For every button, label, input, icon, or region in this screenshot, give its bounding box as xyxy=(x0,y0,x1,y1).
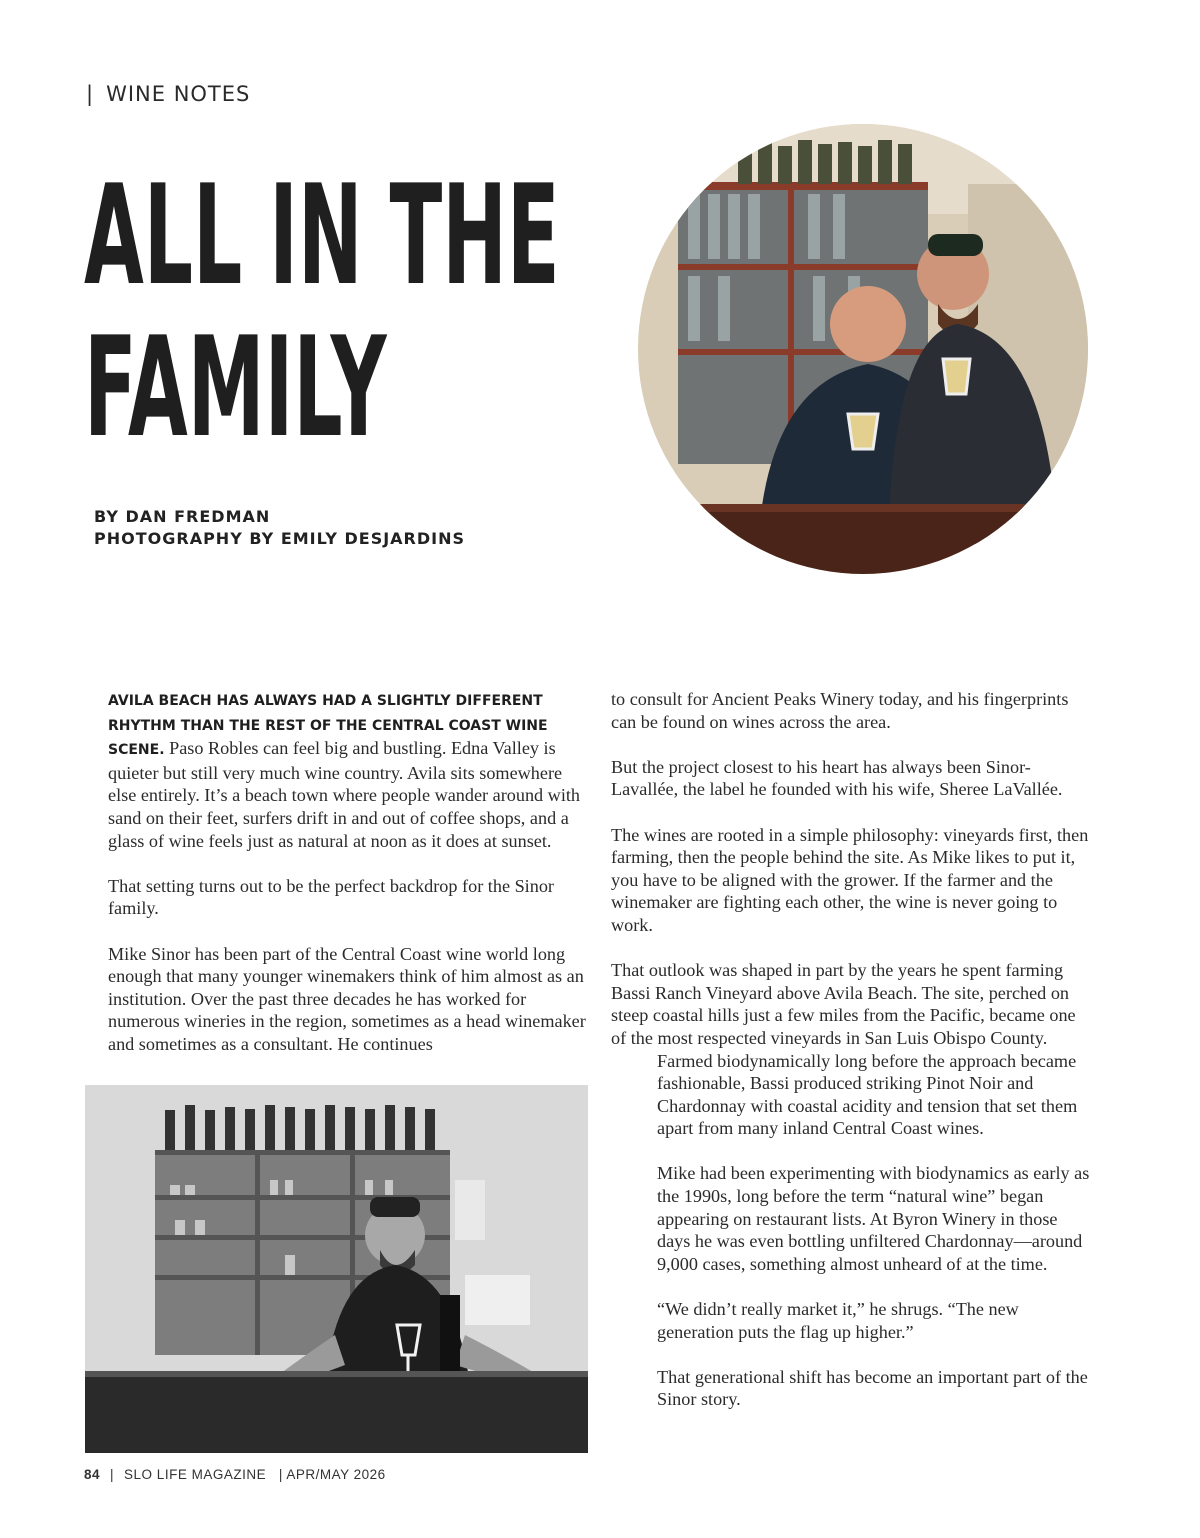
winemaker-at-bar-photo xyxy=(85,1085,588,1453)
byline xyxy=(94,506,465,550)
article-column-right xyxy=(611,688,1091,1434)
section-divider: | xyxy=(86,82,95,106)
two-winemakers-photo xyxy=(638,124,1088,574)
article-column-left xyxy=(108,688,586,1078)
paragraph: That outlook was shaped in part by the years he spent farming Bassi Ranch Vineyard above Avila Beach. The site, perched on steep coastal hills just a few miles from the Pacific, became one of the most respected vineyards in San Luis Obispo County. xyxy=(611,960,1076,1048)
headline-line-2: FAMILY xyxy=(84,307,387,468)
lede-text: AVILA BEACH HAS ALWAYS HAD A SLIGHTLY DIFFERENT RHYTHM THAN THE REST OF THE CENTRAL COAST WINE SCENE. xyxy=(108,693,548,759)
headline-line-1: ALL IN THE xyxy=(84,155,560,316)
author-credit: BY DAN FREDMAN xyxy=(94,507,271,526)
footer-divider: | xyxy=(110,1467,115,1482)
photo-credit: PHOTOGRAPHY BY EMILY DESJARDINS xyxy=(94,529,466,548)
paragraph: That generational shift has become an important part of the Sinor story. xyxy=(657,1366,1088,1410)
issue-date: | APR/MAY 2026 xyxy=(278,1467,386,1482)
paragraph-text: Paso Robles can feel big and bustling. Edna Valley is quieter but still very much wine country. Avila sits somewhere else entirely. It’s a beach town where people wander around with sand on their feet, surfers drift in and out of coffee shops, and a glass of wine feels just as natural at noon as it does at sunset. xyxy=(108,738,581,851)
bar-counter-illustration xyxy=(85,1085,588,1453)
paragraph: Mike had been experimenting with biodynamics as early as the 1990s, long before the term “natural wine” began appearing on restaurant lists. At Byron Winery in those days he was even bottling unfiltered Chardonnay—around 9,000 cases, something almost unheard of at the time. xyxy=(657,1163,1090,1274)
paragraph: Mike Sinor has been part of the Central Coast wine world long enough that many younger winemakers think of him almost as an institution. Over the past three decades he has worked for numerous wineries in the region, sometimes as a head winemaker and sometimes as a consultant. He continues xyxy=(108,943,586,1054)
paragraph: But the project closest to his heart has always been Sinor-Lavallée, the label he founded with his wife, Sheree LaVallée. xyxy=(611,756,1063,800)
section-name: WINE NOTES xyxy=(106,82,251,106)
paragraph: The wines are rooted in a simple philosophy: vineyards first, then farming, then the people behind the site. As Mike likes to put it, you have to be aligned with the grower. If the farmer and the winemaker are fighting each other, the wine is never going to work. xyxy=(611,824,1089,935)
magazine-name: SLO LIFE MAGAZINE xyxy=(124,1467,267,1482)
paragraph: That setting turns out to be the perfect backdrop for the Sinor family. xyxy=(108,875,554,919)
section-label xyxy=(86,82,250,106)
paragraph: “We didn’t really market it,” he shrugs. “The new generation puts the flag up higher.” xyxy=(657,1299,1019,1342)
page-footer xyxy=(84,1467,386,1482)
article-headline xyxy=(84,155,560,468)
indented-block xyxy=(611,1050,1091,1412)
page-number: 84 xyxy=(84,1467,101,1482)
paragraph: to consult for Ancient Peaks Winery today, and his fingerprints can be found on wines across the area. xyxy=(611,689,1069,732)
paragraph: Farmed biodynamically long before the approach became fashionable, Bassi produced striking Pinot Noir and Chardonnay with coastal acidity and tension that set them apart from many inland Central Coast wines. xyxy=(657,1050,1078,1139)
bar-scene-illustration xyxy=(638,124,1088,574)
paragraph xyxy=(108,688,586,852)
